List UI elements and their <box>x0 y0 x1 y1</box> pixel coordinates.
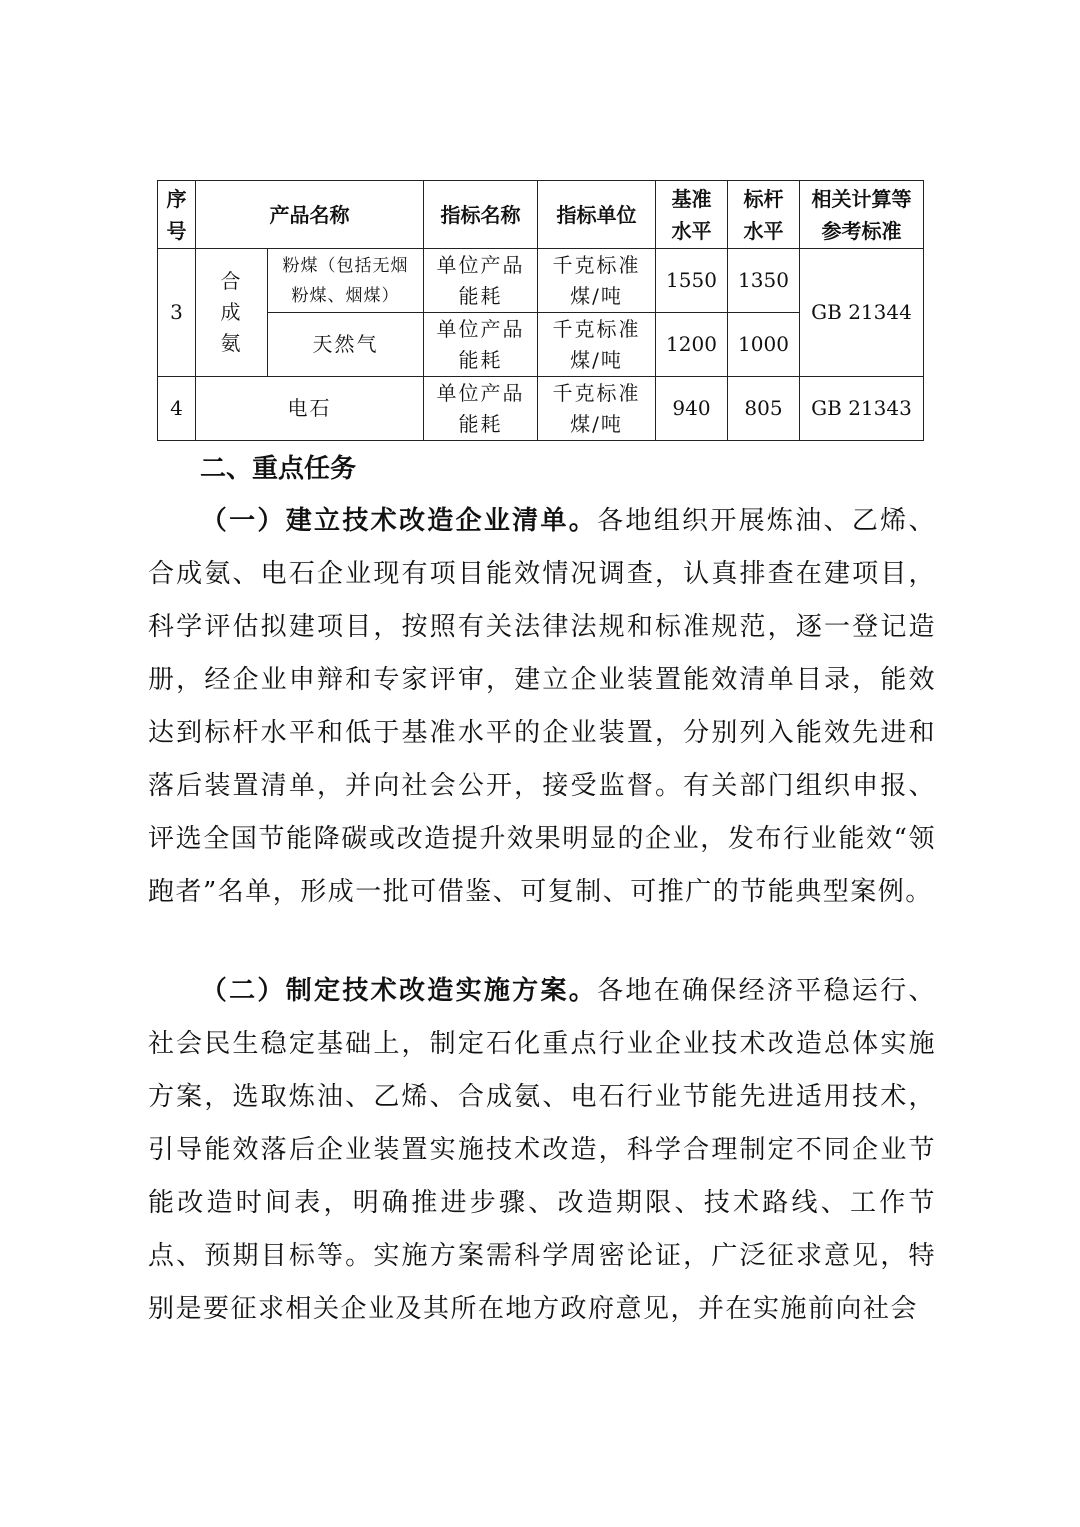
cell-gas-unit: 千克标准煤/吨 <box>538 313 656 377</box>
table-header-row <box>158 181 924 249</box>
cell-gas-baseline: 1200 <box>656 313 728 377</box>
cell-coal-baseline: 1550 <box>656 249 728 313</box>
header-baseline: 基准水平 <box>656 181 728 249</box>
cell-carbide-unit: 千克标准煤/吨 <box>538 377 656 441</box>
cell-coal-unit: 千克标准煤/吨 <box>538 249 656 313</box>
paragraph-task-1 <box>148 495 936 919</box>
header-benchmark: 标杆水平 <box>728 181 800 249</box>
header-seq: 序号 <box>158 181 196 249</box>
cell-carbide-seq: 4 <box>158 377 196 441</box>
paragraph-body: 各地组织开展炼油、乙烯、合成氨、电石企业现有项目能效情况调查，认真排查在建项目，科学评估拟建项目，按照有关法律法规和标准规范，逐一登记造册，经企业申辩和专家评审，建立企业装置能效清单目录，能效达到标杆水平和低于基准水平的企业装置，分别列入能效先进和落后装置清单，并向社会公开，接受监督。有关部门组织申报、评选全国节能降碳或改造提升效果明显的企业，发布行业能效“领跑者”名单，形成一批可借鉴、可复制、可推广的节能典型案例。 <box>148 506 936 907</box>
cell-coal-indicator: 单位产品能耗 <box>424 249 538 313</box>
cell-carbide-indicator: 单位产品能耗 <box>424 377 538 441</box>
cell-carbide-name: 电石 <box>196 377 424 441</box>
section-title: 二、重点任务 <box>200 454 357 484</box>
cell-coal-sub: 粉煤（包括无烟粉煤、烟煤） <box>268 249 424 313</box>
paragraph-task-2 <box>148 965 936 1336</box>
paragraph-body: 各地在确保经济平稳运行、社会民生稳定基础上，制定石化重点行业企业技术改造总体实施方案，选取炼油、乙烯、合成氨、电石行业节能先进适用技术，引导能效落后企业装置实施技术改造，科学合理制定不同企业节能改造时间表，明确推进步骤、改造期限、技术路线、工作节点、预期目标等。实施方案需科学周密论证，广泛征求意见，特别是要征求相关企业及其所在地方政府意见，并在实施前向社会 <box>148 976 936 1324</box>
table-row <box>158 249 924 313</box>
energy-benchmark-table <box>157 180 924 441</box>
cell-carbide-benchmark: 805 <box>728 377 800 441</box>
cell-gas-benchmark: 1000 <box>728 313 800 377</box>
cell-ammonia-standard: GB 21344 <box>800 249 924 377</box>
cell-ammonia-seq: 3 <box>158 249 196 377</box>
header-product: 产品名称 <box>196 181 424 249</box>
paragraph-lead: （一）建立技术改造企业清单。 <box>200 506 598 536</box>
paragraph-lead: （二）制定技术改造实施方案。 <box>200 976 598 1006</box>
cell-ammonia-name: 合成氨 <box>196 249 268 377</box>
header-standard: 相关计算等参考标准 <box>800 181 924 249</box>
cell-carbide-baseline: 940 <box>656 377 728 441</box>
cell-carbide-standard: GB 21343 <box>800 377 924 441</box>
table-row <box>158 377 924 441</box>
cell-coal-benchmark: 1350 <box>728 249 800 313</box>
cell-gas-indicator: 单位产品能耗 <box>424 313 538 377</box>
header-unit: 指标单位 <box>538 181 656 249</box>
cell-gas-sub: 天然气 <box>268 313 424 377</box>
header-indicator: 指标名称 <box>424 181 538 249</box>
